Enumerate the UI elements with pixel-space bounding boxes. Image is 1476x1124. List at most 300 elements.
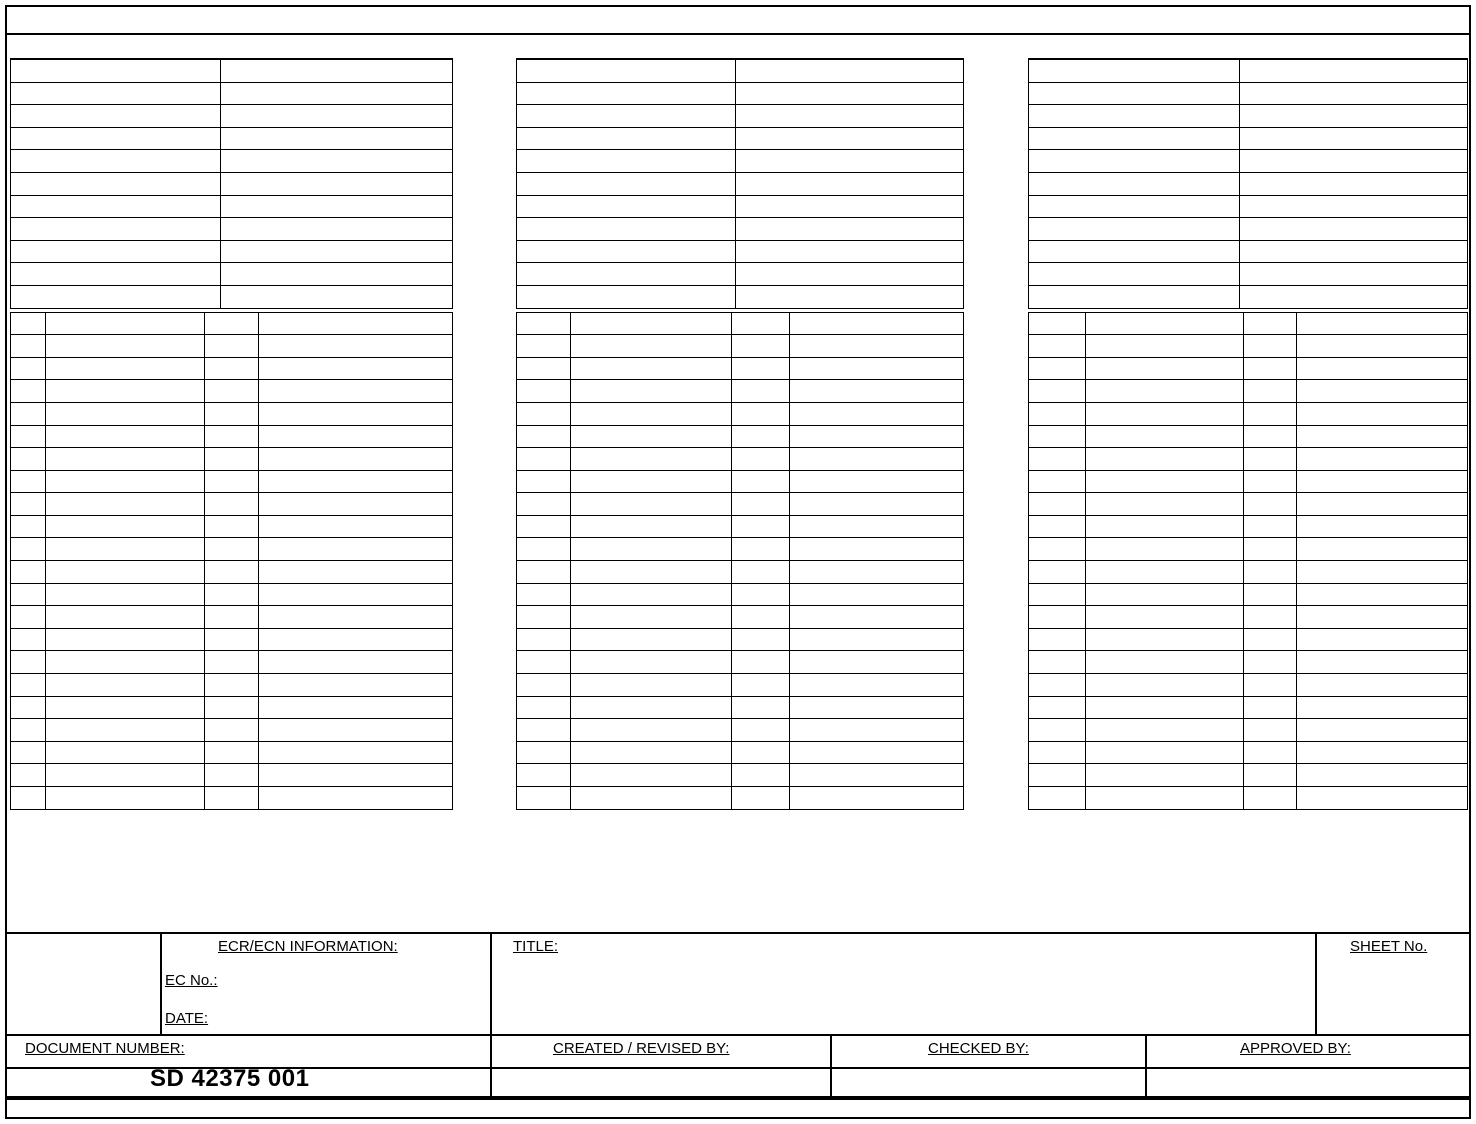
table-cell[interactable] — [258, 538, 453, 561]
table-cell[interactable] — [789, 357, 963, 380]
table-cell[interactable] — [789, 538, 963, 561]
table-cell[interactable] — [46, 357, 205, 380]
table-cell[interactable] — [11, 402, 46, 425]
table-cell[interactable] — [1029, 357, 1086, 380]
table-cell[interactable] — [1029, 335, 1086, 358]
table-cell[interactable] — [258, 380, 453, 403]
table-cell[interactable] — [258, 448, 453, 471]
table-cell[interactable] — [46, 448, 205, 471]
table-cell[interactable] — [517, 195, 736, 218]
table-cell[interactable] — [1086, 561, 1244, 584]
table-cell[interactable] — [736, 195, 964, 218]
table-cell[interactable] — [1086, 515, 1244, 538]
table-cell[interactable] — [1029, 448, 1086, 471]
table-cell[interactable] — [789, 741, 963, 764]
table-cell[interactable] — [517, 515, 571, 538]
table-cell[interactable] — [46, 787, 205, 810]
table-cell[interactable] — [258, 357, 453, 380]
table-cell[interactable] — [1239, 82, 1467, 105]
table-cell[interactable] — [570, 674, 731, 697]
table-cell[interactable] — [1086, 402, 1244, 425]
table-cell[interactable] — [205, 493, 258, 516]
table-cell[interactable] — [1244, 741, 1297, 764]
table-cell[interactable] — [1244, 425, 1297, 448]
table-cell[interactable] — [1244, 538, 1297, 561]
table-cell[interactable] — [1086, 696, 1244, 719]
table-cell[interactable] — [1296, 538, 1467, 561]
table-cell[interactable] — [517, 312, 571, 335]
table-cell[interactable] — [46, 470, 205, 493]
table-cell[interactable] — [517, 583, 571, 606]
table-cell[interactable] — [220, 82, 452, 105]
table-cell[interactable] — [1239, 172, 1467, 195]
table-cell[interactable] — [1296, 561, 1467, 584]
table-cell[interactable] — [1244, 335, 1297, 358]
table-cell[interactable] — [1244, 651, 1297, 674]
table-cell[interactable] — [517, 127, 736, 150]
table-cell[interactable] — [517, 402, 571, 425]
table-cell[interactable] — [517, 787, 571, 810]
table-cell[interactable] — [1029, 60, 1240, 83]
table-cell[interactable] — [1296, 674, 1467, 697]
table-cell[interactable] — [1029, 470, 1086, 493]
table-cell[interactable] — [1029, 628, 1086, 651]
table-cell[interactable] — [731, 606, 789, 629]
table-cell[interactable] — [46, 380, 205, 403]
table-cell[interactable] — [1239, 240, 1467, 263]
table-cell[interactable] — [1086, 425, 1244, 448]
table-cell[interactable] — [570, 561, 731, 584]
table-cell[interactable] — [1296, 357, 1467, 380]
table-cell[interactable] — [1086, 741, 1244, 764]
table-cell[interactable] — [11, 538, 46, 561]
table-cell[interactable] — [1086, 312, 1244, 335]
table-cell[interactable] — [1296, 787, 1467, 810]
table-cell[interactable] — [517, 696, 571, 719]
table-cell[interactable] — [1086, 493, 1244, 516]
table-cell[interactable] — [11, 172, 221, 195]
table-cell[interactable] — [789, 470, 963, 493]
table-cell[interactable] — [258, 696, 453, 719]
table-cell[interactable] — [11, 493, 46, 516]
table-cell[interactable] — [1029, 285, 1240, 308]
table-cell[interactable] — [205, 606, 258, 629]
table-cell[interactable] — [11, 583, 46, 606]
table-cell[interactable] — [517, 150, 736, 173]
table-cell[interactable] — [258, 606, 453, 629]
table-cell[interactable] — [46, 651, 205, 674]
table-cell[interactable] — [570, 380, 731, 403]
table-cell[interactable] — [789, 402, 963, 425]
table-cell[interactable] — [11, 312, 46, 335]
table-cell[interactable] — [1239, 195, 1467, 218]
table-cell[interactable] — [731, 628, 789, 651]
table-cell[interactable] — [789, 606, 963, 629]
table-cell[interactable] — [11, 674, 46, 697]
table-cell[interactable] — [1244, 493, 1297, 516]
table-cell[interactable] — [1296, 335, 1467, 358]
table-cell[interactable] — [1086, 628, 1244, 651]
table-cell[interactable] — [1029, 172, 1240, 195]
table-cell[interactable] — [1244, 448, 1297, 471]
table-cell[interactable] — [570, 357, 731, 380]
table-cell[interactable] — [731, 470, 789, 493]
table-cell[interactable] — [517, 285, 736, 308]
table-cell[interactable] — [1244, 312, 1297, 335]
table-cell[interactable] — [1244, 402, 1297, 425]
table-cell[interactable] — [789, 719, 963, 742]
table-cell[interactable] — [11, 561, 46, 584]
table-cell[interactable] — [1296, 583, 1467, 606]
table-cell[interactable] — [570, 515, 731, 538]
table-cell[interactable] — [1244, 470, 1297, 493]
table-cell[interactable] — [517, 60, 736, 83]
table-cell[interactable] — [517, 425, 571, 448]
table-cell[interactable] — [789, 674, 963, 697]
table-cell[interactable] — [1086, 764, 1244, 787]
table-cell[interactable] — [731, 674, 789, 697]
table-cell[interactable] — [258, 470, 453, 493]
table-cell[interactable] — [1296, 425, 1467, 448]
table-cell[interactable] — [205, 583, 258, 606]
table-cell[interactable] — [736, 263, 964, 286]
table-cell[interactable] — [736, 127, 964, 150]
table-cell[interactable] — [205, 764, 258, 787]
table-cell[interactable] — [517, 357, 571, 380]
table-cell[interactable] — [11, 696, 46, 719]
table-cell[interactable] — [789, 561, 963, 584]
table-cell[interactable] — [205, 448, 258, 471]
table-cell[interactable] — [258, 764, 453, 787]
table-cell[interactable] — [205, 674, 258, 697]
table-cell[interactable] — [258, 719, 453, 742]
table-cell[interactable] — [11, 380, 46, 403]
table-cell[interactable] — [1296, 741, 1467, 764]
table-cell[interactable] — [517, 172, 736, 195]
table-cell[interactable] — [258, 787, 453, 810]
table-cell[interactable] — [731, 380, 789, 403]
table-cell[interactable] — [731, 402, 789, 425]
table-cell[interactable] — [11, 787, 46, 810]
table-cell[interactable] — [570, 312, 731, 335]
table-cell[interactable] — [731, 448, 789, 471]
table-cell[interactable] — [11, 470, 46, 493]
table-cell[interactable] — [1029, 696, 1086, 719]
table-cell[interactable] — [570, 493, 731, 516]
table-cell[interactable] — [570, 764, 731, 787]
table-cell[interactable] — [1244, 628, 1297, 651]
table-cell[interactable] — [517, 674, 571, 697]
table-cell[interactable] — [1086, 606, 1244, 629]
table-cell[interactable] — [1086, 787, 1244, 810]
table-cell[interactable] — [11, 150, 221, 173]
table-cell[interactable] — [1029, 651, 1086, 674]
table-cell[interactable] — [517, 493, 571, 516]
table-cell[interactable] — [517, 538, 571, 561]
table-cell[interactable] — [789, 651, 963, 674]
table-cell[interactable] — [1029, 195, 1240, 218]
table-cell[interactable] — [789, 696, 963, 719]
table-cell[interactable] — [258, 493, 453, 516]
table-cell[interactable] — [205, 425, 258, 448]
table-cell[interactable] — [1296, 628, 1467, 651]
table-cell[interactable] — [517, 470, 571, 493]
table-cell[interactable] — [1296, 380, 1467, 403]
table-cell[interactable] — [736, 172, 964, 195]
table-cell[interactable] — [220, 285, 452, 308]
table-cell[interactable] — [789, 448, 963, 471]
table-cell[interactable] — [11, 448, 46, 471]
table-cell[interactable] — [570, 538, 731, 561]
table-cell[interactable] — [11, 285, 221, 308]
table-cell[interactable] — [1244, 719, 1297, 742]
table-cell[interactable] — [1086, 470, 1244, 493]
table-cell[interactable] — [11, 515, 46, 538]
table-cell[interactable] — [1086, 335, 1244, 358]
table-cell[interactable] — [1239, 218, 1467, 241]
table-cell[interactable] — [258, 312, 453, 335]
table-cell[interactable] — [205, 561, 258, 584]
table-cell[interactable] — [731, 561, 789, 584]
table-cell[interactable] — [46, 402, 205, 425]
table-cell[interactable] — [11, 195, 221, 218]
table-cell[interactable] — [205, 335, 258, 358]
table-cell[interactable] — [11, 60, 221, 83]
table-cell[interactable] — [1029, 561, 1086, 584]
table-cell[interactable] — [736, 240, 964, 263]
table-cell[interactable] — [258, 674, 453, 697]
table-cell[interactable] — [205, 380, 258, 403]
table-cell[interactable] — [11, 606, 46, 629]
table-cell[interactable] — [1029, 764, 1086, 787]
table-cell[interactable] — [11, 335, 46, 358]
table-cell[interactable] — [1029, 538, 1086, 561]
table-cell[interactable] — [731, 719, 789, 742]
table-cell[interactable] — [1029, 402, 1086, 425]
table-cell[interactable] — [258, 425, 453, 448]
table-cell[interactable] — [46, 719, 205, 742]
table-cell[interactable] — [570, 696, 731, 719]
table-cell[interactable] — [258, 741, 453, 764]
table-cell[interactable] — [789, 628, 963, 651]
table-cell[interactable] — [11, 127, 221, 150]
table-cell[interactable] — [736, 105, 964, 128]
table-cell[interactable] — [205, 515, 258, 538]
table-cell[interactable] — [258, 335, 453, 358]
table-cell[interactable] — [736, 150, 964, 173]
table-cell[interactable] — [789, 764, 963, 787]
table-cell[interactable] — [258, 583, 453, 606]
table-cell[interactable] — [1086, 719, 1244, 742]
table-cell[interactable] — [11, 263, 221, 286]
table-cell[interactable] — [1029, 515, 1086, 538]
table-cell[interactable] — [517, 82, 736, 105]
table-cell[interactable] — [731, 741, 789, 764]
table-cell[interactable] — [789, 787, 963, 810]
table-cell[interactable] — [220, 218, 452, 241]
table-cell[interactable] — [570, 719, 731, 742]
table-cell[interactable] — [1029, 240, 1240, 263]
table-cell[interactable] — [1086, 380, 1244, 403]
table-cell[interactable] — [205, 719, 258, 742]
table-cell[interactable] — [1244, 357, 1297, 380]
table-cell[interactable] — [731, 335, 789, 358]
table-cell[interactable] — [11, 719, 46, 742]
table-cell[interactable] — [1029, 425, 1086, 448]
table-cell[interactable] — [570, 425, 731, 448]
table-cell[interactable] — [517, 764, 571, 787]
table-cell[interactable] — [1244, 561, 1297, 584]
table-cell[interactable] — [570, 606, 731, 629]
table-cell[interactable] — [570, 335, 731, 358]
table-cell[interactable] — [1086, 448, 1244, 471]
table-cell[interactable] — [1239, 60, 1467, 83]
table-cell[interactable] — [205, 741, 258, 764]
table-cell[interactable] — [1029, 674, 1086, 697]
table-cell[interactable] — [1296, 312, 1467, 335]
table-cell[interactable] — [731, 312, 789, 335]
table-cell[interactable] — [517, 651, 571, 674]
table-cell[interactable] — [220, 195, 452, 218]
table-cell[interactable] — [46, 335, 205, 358]
table-cell[interactable] — [11, 357, 46, 380]
table-cell[interactable] — [205, 538, 258, 561]
table-cell[interactable] — [570, 402, 731, 425]
table-cell[interactable] — [1086, 357, 1244, 380]
table-cell[interactable] — [570, 628, 731, 651]
table-cell[interactable] — [1029, 606, 1086, 629]
table-cell[interactable] — [789, 425, 963, 448]
table-cell[interactable] — [205, 312, 258, 335]
table-cell[interactable] — [1029, 263, 1240, 286]
table-cell[interactable] — [220, 240, 452, 263]
table-cell[interactable] — [1244, 380, 1297, 403]
table-cell[interactable] — [789, 515, 963, 538]
table-cell[interactable] — [1029, 493, 1086, 516]
table-cell[interactable] — [11, 240, 221, 263]
table-cell[interactable] — [1296, 448, 1467, 471]
table-cell[interactable] — [1029, 218, 1240, 241]
table-cell[interactable] — [11, 105, 221, 128]
table-cell[interactable] — [1244, 696, 1297, 719]
table-cell[interactable] — [731, 425, 789, 448]
table-cell[interactable] — [258, 628, 453, 651]
table-cell[interactable] — [1296, 470, 1467, 493]
table-cell[interactable] — [11, 764, 46, 787]
table-cell[interactable] — [570, 787, 731, 810]
table-cell[interactable] — [220, 172, 452, 195]
table-cell[interactable] — [1296, 515, 1467, 538]
table-cell[interactable] — [736, 82, 964, 105]
table-cell[interactable] — [220, 105, 452, 128]
table-cell[interactable] — [258, 402, 453, 425]
table-cell[interactable] — [517, 335, 571, 358]
table-cell[interactable] — [1239, 127, 1467, 150]
table-cell[interactable] — [736, 285, 964, 308]
table-cell[interactable] — [1029, 787, 1086, 810]
table-cell[interactable] — [789, 380, 963, 403]
table-cell[interactable] — [205, 787, 258, 810]
table-cell[interactable] — [46, 674, 205, 697]
table-cell[interactable] — [1239, 105, 1467, 128]
table-cell[interactable] — [731, 696, 789, 719]
table-cell[interactable] — [789, 335, 963, 358]
table-cell[interactable] — [220, 127, 452, 150]
table-cell[interactable] — [1296, 696, 1467, 719]
table-cell[interactable] — [205, 651, 258, 674]
table-cell[interactable] — [517, 606, 571, 629]
table-cell[interactable] — [1244, 764, 1297, 787]
table-cell[interactable] — [1296, 402, 1467, 425]
table-cell[interactable] — [517, 719, 571, 742]
table-cell[interactable] — [205, 628, 258, 651]
table-cell[interactable] — [11, 218, 221, 241]
table-cell[interactable] — [789, 312, 963, 335]
table-cell[interactable] — [1086, 651, 1244, 674]
table-cell[interactable] — [517, 218, 736, 241]
table-cell[interactable] — [258, 561, 453, 584]
table-cell[interactable] — [1244, 515, 1297, 538]
table-cell[interactable] — [46, 312, 205, 335]
table-cell[interactable] — [1086, 583, 1244, 606]
table-cell[interactable] — [731, 515, 789, 538]
table-cell[interactable] — [1029, 719, 1086, 742]
table-cell[interactable] — [1244, 606, 1297, 629]
table-cell[interactable] — [736, 218, 964, 241]
table-cell[interactable] — [1296, 651, 1467, 674]
table-cell[interactable] — [789, 493, 963, 516]
table-cell[interactable] — [570, 651, 731, 674]
table-cell[interactable] — [1029, 150, 1240, 173]
table-cell[interactable] — [1239, 285, 1467, 308]
table-cell[interactable] — [570, 741, 731, 764]
table-cell[interactable] — [517, 240, 736, 263]
table-cell[interactable] — [731, 357, 789, 380]
table-cell[interactable] — [570, 583, 731, 606]
table-cell[interactable] — [46, 515, 205, 538]
table-cell[interactable] — [1029, 312, 1086, 335]
table-cell[interactable] — [1029, 105, 1240, 128]
table-cell[interactable] — [731, 493, 789, 516]
table-cell[interactable] — [1244, 583, 1297, 606]
table-cell[interactable] — [1086, 674, 1244, 697]
table-cell[interactable] — [731, 538, 789, 561]
table-cell[interactable] — [517, 561, 571, 584]
table-cell[interactable] — [570, 470, 731, 493]
table-cell[interactable] — [1086, 538, 1244, 561]
table-cell[interactable] — [220, 60, 452, 83]
table-cell[interactable] — [736, 60, 964, 83]
table-cell[interactable] — [1239, 263, 1467, 286]
table-cell[interactable] — [1244, 787, 1297, 810]
table-cell[interactable] — [1029, 82, 1240, 105]
table-cell[interactable] — [1029, 380, 1086, 403]
table-cell[interactable] — [11, 651, 46, 674]
table-cell[interactable] — [46, 628, 205, 651]
table-cell[interactable] — [1296, 493, 1467, 516]
table-cell[interactable] — [46, 741, 205, 764]
table-cell[interactable] — [731, 787, 789, 810]
table-cell[interactable] — [1296, 719, 1467, 742]
table-cell[interactable] — [731, 764, 789, 787]
table-cell[interactable] — [220, 263, 452, 286]
table-cell[interactable] — [1029, 127, 1240, 150]
table-cell[interactable] — [220, 150, 452, 173]
table-cell[interactable] — [46, 561, 205, 584]
table-cell[interactable] — [517, 628, 571, 651]
table-cell[interactable] — [1296, 764, 1467, 787]
table-cell[interactable] — [1244, 674, 1297, 697]
